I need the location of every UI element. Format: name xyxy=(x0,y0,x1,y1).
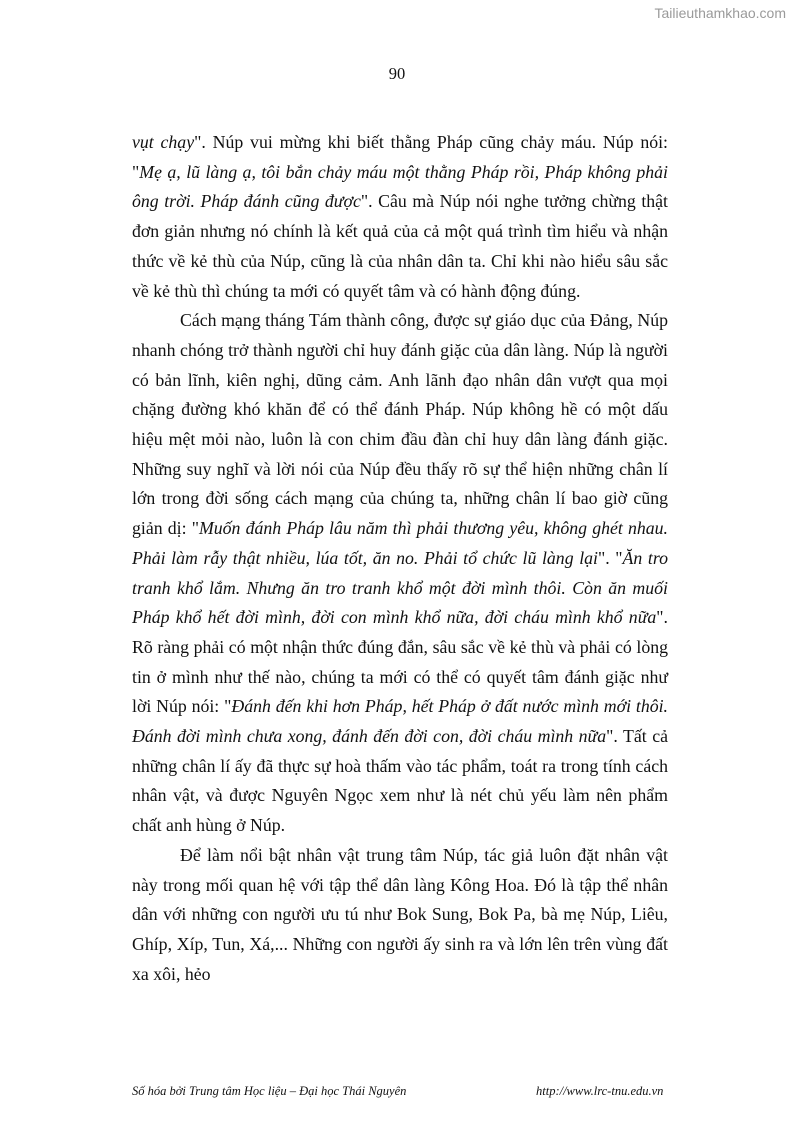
text-run: ". Tất cả những chân lí ấy đã thực sự hoà thấm vào tác phẩm, toát ra trong tính cách nhân vật, và được Nguyên Ngọc xem như là nét chủ yếu làm nên phẩm chất anh hùng ở Núp. xyxy=(132,726,668,836)
text-run: Cách mạng tháng Tám thành công, được sự giáo dục của Đảng, Núp nhanh chóng trở thành người chỉ huy đánh giặc của dân làng. Núp là người có bản lĩnh, kiên nghị, dũng cảm. Anh lãnh đạo nhân dân vượt qua mọi chặng đường khó khăn để có thể đánh Pháp. Núp không hề có một dấu hiệu mệt mỏi nào, luôn là con chim đầu đàn chỉ huy dân làng đánh giặc. Những suy nghĩ và lời nói của Núp đều thấy rõ sự thể hiện những chân lí lớn trong đời sống cách mạng của chúng ta, những chân lí bao giờ cũng giản dị: " xyxy=(132,310,668,539)
text-run: Để làm nổi bật nhân vật trung tâm Núp, tác giả luôn đặt nhân vật này trong mối quan hệ với tập thể dân làng Kông Hoa. Đó là tập thể nhân dân với những con người ưu tú như Bok Sung, Bok Pa, bà mẹ Núp, Liêu, Ghíp, Xíp, Tun, Xá,... Những con người ấy sinh ra và lớn lên trên vùng đất xa xôi, hẻo xyxy=(132,844,668,984)
quoted-text: Ăn tro tranh khổ lắm. Nhưng ăn tro tranh khổ một đời mình thôi. Còn ăn muối Pháp khổ hết đời mình, đời con mình khổ nữa, đời cháu mình khổ nữa xyxy=(132,547,668,628)
quoted-text: Đánh đến khi hơn Pháp, hết Pháp ở đất nước mình mới thôi. Đánh đời mình chưa xong, đánh đến đời con, đời cháu mình nữa xyxy=(132,696,668,747)
footer-source: Số hóa bởi Trung tâm Học liệu – Đại học Thái Nguyên xyxy=(132,1084,407,1098)
quoted-text: Muốn đánh Pháp lâu năm thì phải thương yêu, không ghét nhau. Phải làm rẫy thật nhiều, lúa tốt, ăn no. Phải tổ chức lũ làng lại xyxy=(132,518,668,568)
body-text xyxy=(132,128,668,989)
paragraph xyxy=(132,841,668,990)
quoted-text: vụt chạy xyxy=(132,132,195,152)
paragraph xyxy=(132,128,668,306)
quoted-text: Mẹ ạ, lũ làng ạ, tôi bắn chảy máu một thằng Pháp rồi, Pháp không phải ông trời. Pháp đánh cũng được xyxy=(132,161,668,212)
footer-url[interactable]: http://www.lrc-tnu.edu.vn xyxy=(536,1084,664,1098)
paragraph xyxy=(132,306,668,841)
text-run: ". " xyxy=(597,547,623,568)
watermark: Tailieuthamkhao.com xyxy=(654,5,786,21)
text-run: ". Câu mà Núp nói nghe tưởng chừng thật đơn giản nhưng nó chính là kết quả của cả một quá trình tìm hiểu và nhận thức về kẻ thù của Núp, cũng là của nhân dân ta. Chỉ khi nào hiểu sâu sắc về kẻ thù thì chúng ta mới có quyết tâm và có hành động đúng. xyxy=(132,191,669,301)
text-run: ". Rõ ràng phải có một nhận thức đúng đắn, sâu sắc về kẻ thù và phải có lòng tin ở mình như thế nào, chúng ta mới có thể có quyết tâm đánh giặc như lời Núp nói: " xyxy=(132,607,668,717)
page-number: 90 xyxy=(388,64,406,83)
text-run: ". Núp vui mừng khi biết thằng Pháp cũng chảy máu. Núp nói: " xyxy=(132,132,669,182)
